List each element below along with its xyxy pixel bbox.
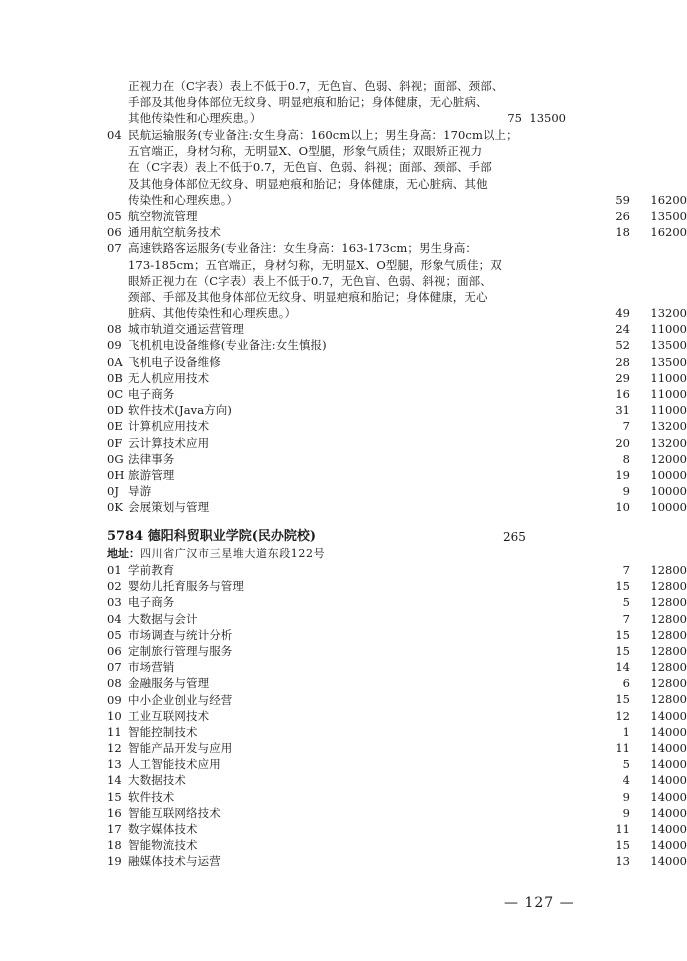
major-plan-count: 52 xyxy=(615,338,630,353)
major-row xyxy=(107,853,687,869)
major-plan-count: 15 xyxy=(615,579,630,594)
major-name-line: 会展策划与管理 xyxy=(128,500,210,515)
major-tuition-fee: 16200 xyxy=(650,192,687,207)
major-name xyxy=(128,467,500,483)
major-tuition-fee: 14000 xyxy=(650,821,687,836)
major-plan-count: 4 xyxy=(622,773,630,788)
major-name-line: 脏病、其他传染性和心理疾患。） xyxy=(128,306,297,321)
major-tuition-fee: 14000 xyxy=(650,854,687,869)
major-name xyxy=(128,499,500,515)
major-tuition-fee: 14000 xyxy=(650,741,687,756)
major-tuition-fee: 13200 xyxy=(650,435,687,450)
major-tuition-fee: 14000 xyxy=(650,838,687,853)
major-row xyxy=(107,740,687,756)
major-plan-count: 13 xyxy=(615,854,630,869)
major-plan-count: 9 xyxy=(622,484,630,499)
major-tuition-fee: 14000 xyxy=(650,789,687,804)
major-row xyxy=(107,451,687,467)
major-row xyxy=(107,354,687,370)
major-row xyxy=(107,724,687,740)
major-tuition-fee: 12800 xyxy=(650,676,687,691)
major-tuition-fee: 10000 xyxy=(650,484,687,499)
major-name xyxy=(128,643,500,659)
major-tuition-fee: 11000 xyxy=(650,386,687,401)
major-code: 02 xyxy=(107,579,122,594)
major-code: 13 xyxy=(107,757,122,772)
major-code: 0K xyxy=(107,500,123,515)
school-name: 5784 德阳科贸职业学院(民办院校) xyxy=(107,529,317,544)
major-tuition-fee: 14000 xyxy=(650,724,687,739)
major-plan-count: 11 xyxy=(615,741,630,756)
major-row xyxy=(107,370,687,386)
major-name-line: 学前教育 xyxy=(128,563,175,577)
school-address xyxy=(107,546,687,562)
major-row xyxy=(107,127,687,208)
major-tuition-fee: 12000 xyxy=(650,451,687,466)
major-code: 04 xyxy=(107,611,122,626)
major-code: 0E xyxy=(107,419,123,434)
major-row xyxy=(107,337,687,353)
major-name-line: 云计算技术应用 xyxy=(128,435,210,450)
major-code: 01 xyxy=(107,563,122,577)
major-tuition-fee: 13500 xyxy=(650,208,687,223)
major-code: 05 xyxy=(107,208,122,223)
major-name xyxy=(128,675,500,691)
major-plan-count: 8 xyxy=(622,451,630,466)
major-code: 06 xyxy=(107,643,122,658)
major-name xyxy=(128,562,500,578)
major-code: 07 xyxy=(107,241,122,256)
major-row xyxy=(107,643,687,659)
major-name xyxy=(128,321,500,337)
major-plan-count: 16 xyxy=(615,386,630,401)
major-row xyxy=(107,805,687,821)
major-name xyxy=(128,483,500,499)
major-name-line: 173-185cm；五官端正，身材匀称，无明显X、O型腿，形象气质佳；双 xyxy=(128,257,502,272)
major-name-line: 智能产品开发与应用 xyxy=(128,741,233,756)
major-name-line: 在（C字表）表上不低于0.7，无色盲、色弱、斜视；面部、颈部、手部 xyxy=(128,160,492,175)
major-name xyxy=(128,402,500,418)
major-name xyxy=(128,692,500,708)
continued-major-fee: 13500 xyxy=(529,111,566,126)
major-name xyxy=(128,789,500,805)
major-name-line: 定制旅行管理与服务 xyxy=(128,643,233,658)
major-code: 08 xyxy=(107,676,122,691)
major-name xyxy=(128,740,500,756)
major-plan-count: 12 xyxy=(615,708,630,723)
major-plan-count: 5 xyxy=(622,595,630,610)
major-name-line: 旅游管理 xyxy=(128,467,175,482)
address-text: 四川省广汉市三星堆大道东段122号 xyxy=(140,547,326,560)
major-code: 0B xyxy=(107,370,123,385)
major-code: 0C xyxy=(107,387,124,401)
school-plan-total: 265 xyxy=(503,530,526,544)
major-plan-count: 19 xyxy=(615,467,630,482)
major-tuition-fee: 12800 xyxy=(650,627,687,642)
major-code: 18 xyxy=(107,838,122,853)
major-tuition-fee: 13200 xyxy=(650,419,687,434)
major-tuition-fee: 12800 xyxy=(650,595,687,610)
major-plan-count: 5 xyxy=(622,757,630,772)
major-name-line: 人工智能技术应用 xyxy=(128,757,221,772)
major-tuition-fee: 14000 xyxy=(650,757,687,772)
major-row xyxy=(107,837,687,853)
major-name-line: 颈部、手部及其他身体部位无纹身、明显疤痕和胎记；身体健康，无心 xyxy=(128,289,488,304)
major-name-line: 五官端正，身材匀称，无明显X、O型腿，形象气质佳；双眼矫正视力 xyxy=(128,144,483,159)
major-name xyxy=(128,837,500,853)
major-code: 0D xyxy=(107,403,124,418)
major-row xyxy=(107,386,687,402)
major-name-line: 传染性和心理疾患。） xyxy=(128,192,239,207)
major-code: 0J xyxy=(107,484,119,499)
major-plan-count: 49 xyxy=(615,306,630,321)
major-name xyxy=(128,805,500,821)
major-tuition-fee: 11000 xyxy=(650,403,687,418)
description-line: 手部及其他身体部位无纹身、明显疤痕和胎记；身体健康，无心脏病、 xyxy=(128,95,488,110)
major-name-line: 大数据技术 xyxy=(128,773,186,788)
major-name xyxy=(128,435,500,451)
major-code: 17 xyxy=(107,822,122,836)
major-tuition-fee: 16200 xyxy=(650,225,687,240)
major-name xyxy=(128,724,500,740)
major-name-line: 金融服务与管理 xyxy=(128,676,210,691)
major-tuition-fee: 13500 xyxy=(650,338,687,353)
major-row xyxy=(107,224,687,240)
major-code: 04 xyxy=(107,128,122,142)
major-name xyxy=(128,370,500,386)
major-plan-count: 7 xyxy=(622,611,630,626)
major-plan-count: 15 xyxy=(615,838,630,853)
major-name-line: 市场调查与统计分析 xyxy=(128,627,233,642)
major-name-line: 软件技术 xyxy=(128,789,175,804)
major-name-line: 融媒体技术与运营 xyxy=(128,854,221,869)
major-name-line: 电子商务 xyxy=(128,387,175,401)
major-code: 11 xyxy=(107,724,122,739)
major-tuition-fee: 12800 xyxy=(650,643,687,658)
major-row xyxy=(107,789,687,805)
major-code: 15 xyxy=(107,789,122,804)
major-code: 05 xyxy=(107,627,122,642)
major-row xyxy=(107,692,687,708)
major-name-line: 导游 xyxy=(128,484,152,499)
major-tuition-fee: 13500 xyxy=(650,354,687,369)
major-plan-count: 24 xyxy=(615,322,630,337)
major-tuition-fee: 14000 xyxy=(650,773,687,788)
major-plan-count: 1 xyxy=(622,724,630,739)
major-plan-count: 18 xyxy=(615,225,630,240)
major-plan-count: 15 xyxy=(615,692,630,707)
previous-school-major-list xyxy=(107,127,687,516)
major-name-line: 数字媒体技术 xyxy=(128,822,198,836)
major-row xyxy=(107,467,687,483)
major-name-line: 眼矫正视力在（C字表）表上不低于0.7，无色盲、色弱、斜视；面部、 xyxy=(128,273,492,288)
major-code: 06 xyxy=(107,225,122,240)
major-plan-count: 9 xyxy=(622,789,630,804)
major-name-line: 大数据与会计 xyxy=(128,611,198,626)
page-number: — 127 — xyxy=(504,895,575,911)
address-label: 地址： xyxy=(107,547,140,560)
major-name-line: 智能互联网络技术 xyxy=(128,805,221,820)
major-name xyxy=(128,659,500,675)
continued-major-description xyxy=(107,78,504,127)
major-name-line: 智能控制技术 xyxy=(128,724,198,739)
major-name-line: 工业互联网技术 xyxy=(128,708,210,723)
major-code: 09 xyxy=(107,692,122,707)
major-code: 0F xyxy=(107,435,123,450)
major-name-line: 飞机电子设备维修 xyxy=(128,354,221,369)
major-name-line: 市场营销 xyxy=(128,660,175,675)
major-plan-count: 14 xyxy=(615,660,630,675)
major-plan-count: 29 xyxy=(615,370,630,385)
major-plan-count: 10 xyxy=(615,500,630,515)
major-tuition-fee: 10000 xyxy=(650,467,687,482)
major-name xyxy=(128,611,500,627)
major-plan-count: 15 xyxy=(615,627,630,642)
major-plan-count: 7 xyxy=(622,562,630,577)
major-row xyxy=(107,483,687,499)
major-row xyxy=(107,611,687,627)
major-code: 19 xyxy=(107,854,122,869)
major-row xyxy=(107,675,687,691)
major-plan-count: 28 xyxy=(615,354,630,369)
major-name-line: 计算机应用技术 xyxy=(128,419,210,434)
major-name-line: 高速铁路客运服务(专业备注：女生身高：163-173cm；男生身高： xyxy=(128,241,478,256)
description-line: 其他传染性和心理疾患。） xyxy=(128,111,262,126)
major-row xyxy=(107,435,687,451)
major-row xyxy=(107,772,687,788)
major-name xyxy=(128,756,500,772)
major-name-line: 法律事务 xyxy=(128,451,175,466)
description-line: 正视力在（C字表）表上不低于0.7，无色盲、色弱、斜视；面部、颈部、 xyxy=(128,79,504,93)
major-row xyxy=(107,321,687,337)
school-header xyxy=(107,528,687,546)
major-name-line: 通用航空航务技术 xyxy=(128,225,221,240)
major-name-line: 软件技术(Java方向) xyxy=(128,403,232,418)
major-code: 12 xyxy=(107,741,122,756)
major-tuition-fee: 13200 xyxy=(650,306,687,321)
major-name-line: 航空物流管理 xyxy=(128,208,198,223)
major-plan-count: 6 xyxy=(622,676,630,691)
major-name-line: 电子商务 xyxy=(128,595,175,610)
major-code: 07 xyxy=(107,660,122,675)
major-tuition-fee: 12800 xyxy=(650,562,687,577)
major-plan-count: 15 xyxy=(615,643,630,658)
major-plan-count: 7 xyxy=(622,419,630,434)
major-name xyxy=(128,708,500,724)
major-name xyxy=(128,821,500,837)
major-name-line: 民航运输服务(专业备注:女生身高：160cm以上；男生身高：170cm以上； xyxy=(128,128,518,142)
major-row xyxy=(107,240,687,321)
major-code: 0G xyxy=(107,451,124,466)
major-row xyxy=(107,659,687,675)
major-row xyxy=(107,627,687,643)
major-tuition-fee: 11000 xyxy=(650,322,687,337)
major-row xyxy=(107,756,687,772)
major-row xyxy=(107,418,687,434)
major-tuition-fee: 14000 xyxy=(650,805,687,820)
major-name-line: 婴幼儿托育服务与管理 xyxy=(128,579,244,594)
major-plan-count: 20 xyxy=(615,435,630,450)
major-code: 10 xyxy=(107,708,122,723)
major-name xyxy=(128,578,500,594)
major-code: 09 xyxy=(107,338,122,353)
major-tuition-fee: 14000 xyxy=(650,708,687,723)
major-tuition-fee: 12800 xyxy=(650,611,687,626)
major-name xyxy=(128,337,500,353)
major-tuition-fee: 12800 xyxy=(650,692,687,707)
major-plan-count: 11 xyxy=(615,821,630,836)
major-tuition-fee: 12800 xyxy=(650,660,687,675)
major-code: 0A xyxy=(107,354,123,369)
school-section xyxy=(107,528,687,870)
major-name xyxy=(128,208,500,224)
major-plan-count: 26 xyxy=(615,208,630,223)
major-name xyxy=(128,224,500,240)
major-row xyxy=(107,821,687,837)
major-row xyxy=(107,208,687,224)
major-name xyxy=(128,354,500,370)
major-name-line: 及其他身体部位无纹身、明显疤痕和胎记；身体健康，无心脏病、其他 xyxy=(128,176,488,191)
major-name xyxy=(128,594,500,610)
major-name xyxy=(128,386,500,402)
major-name xyxy=(128,418,500,434)
major-name xyxy=(128,772,500,788)
major-code: 0H xyxy=(107,467,125,482)
major-name-line: 智能物流技术 xyxy=(128,838,198,853)
major-code: 14 xyxy=(107,773,122,788)
major-plan-count: 59 xyxy=(615,192,630,207)
major-tuition-fee: 12800 xyxy=(650,579,687,594)
major-name xyxy=(128,240,500,321)
major-code: 08 xyxy=(107,322,122,337)
continued-major-plan: 75 xyxy=(507,111,522,126)
major-name xyxy=(128,853,500,869)
major-plan-count: 9 xyxy=(622,805,630,820)
major-row xyxy=(107,594,687,610)
major-name-line: 无人机应用技术 xyxy=(128,370,210,385)
major-name-line: 飞机机电设备维修(专业备注:女生慎报) xyxy=(128,338,327,353)
major-name xyxy=(128,627,500,643)
major-row xyxy=(107,499,687,515)
major-code: 16 xyxy=(107,805,122,820)
school-major-list xyxy=(107,562,687,870)
major-row xyxy=(107,708,687,724)
major-name-line: 中小企业创业与经营 xyxy=(128,692,233,707)
major-row xyxy=(107,562,687,578)
major-tuition-fee: 10000 xyxy=(650,500,687,515)
major-tuition-fee: 11000 xyxy=(650,370,687,385)
major-plan-count: 31 xyxy=(615,403,630,418)
major-name-line: 城市轨道交通运营管理 xyxy=(128,322,244,337)
major-row xyxy=(107,578,687,594)
major-row xyxy=(107,402,687,418)
major-code: 03 xyxy=(107,595,122,610)
major-name xyxy=(128,127,518,208)
major-name xyxy=(128,451,500,467)
